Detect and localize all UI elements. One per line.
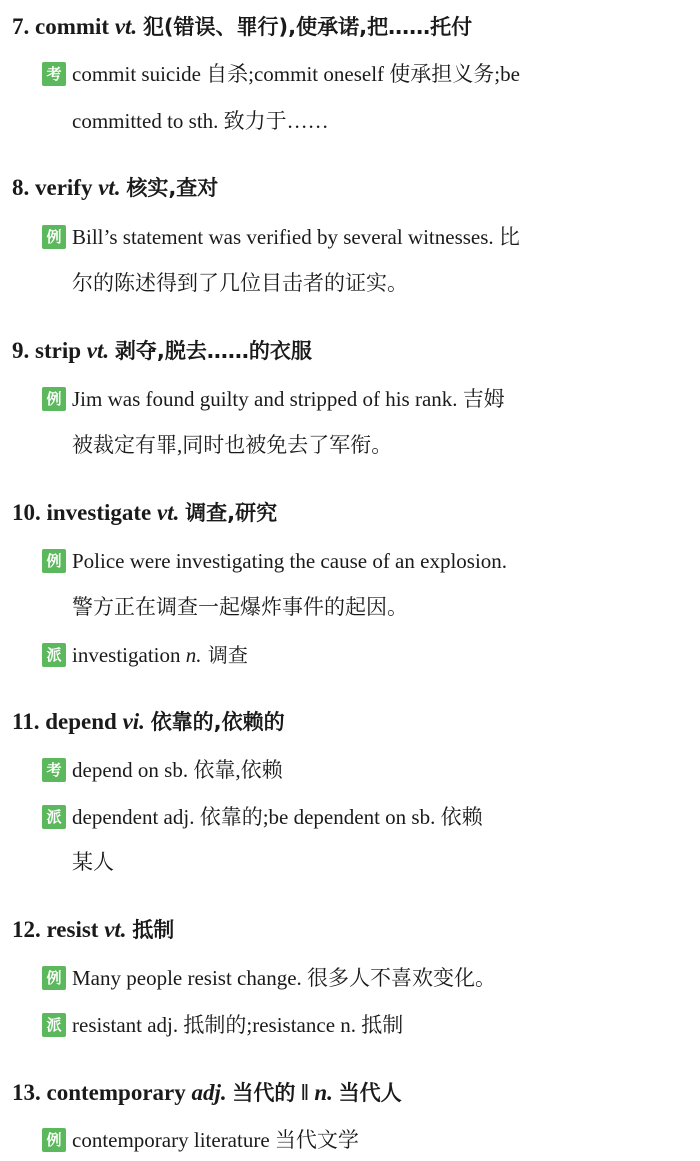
- entry-headword: [12, 12, 472, 42]
- headword: investigate: [46, 500, 152, 525]
- derivative-line: dependent adj. 依靠的;be dependent on sb. 依赖: [72, 805, 483, 829]
- example-line: Many people resist change. 很多人不喜欢变化。: [72, 966, 497, 990]
- derivative-line: resistant adj. 抵制的;resistance n. 抵制: [72, 1013, 404, 1037]
- entry-number: 12.: [12, 917, 41, 942]
- example-line: 尔的陈述得到了几位目击者的证实。: [72, 271, 408, 295]
- definition: 犯(错误、罪行),使承诺,把……托付: [142, 15, 473, 39]
- headword: resist: [46, 917, 99, 942]
- exam-badge-icon: 考: [42, 758, 66, 782]
- example-line: 警方正在调查一起爆炸事件的起因。: [72, 595, 408, 619]
- example-badge-icon: 例: [42, 549, 66, 573]
- example-line: contemporary literature 当代文学: [72, 1128, 359, 1152]
- separator: ‖: [301, 1080, 309, 1105]
- headword: depend: [45, 709, 117, 734]
- example-badge-icon: 例: [42, 387, 66, 411]
- part-of-speech: vt.: [114, 14, 138, 39]
- entry-headword: [12, 173, 218, 203]
- note-line: commit suicide 自杀;commit oneself 使承担义务;be: [72, 62, 520, 86]
- part-of-speech: adj.: [191, 1080, 227, 1105]
- part-of-speech: n.: [314, 1080, 333, 1105]
- example-line: Bill’s statement was verified by several witnesses. 比: [72, 225, 520, 249]
- headword: strip: [35, 338, 81, 363]
- exam-badge-icon: 考: [42, 62, 66, 86]
- headword: verify: [35, 175, 93, 200]
- entry-number: 10.: [12, 500, 41, 525]
- entry-number: 7.: [12, 14, 30, 39]
- note-line: committed to sth. 致力于……: [72, 109, 329, 133]
- definition: 抵制: [132, 918, 175, 942]
- example-line: 被裁定有罪,同时也被免去了军衔。: [72, 433, 393, 457]
- entry-number: 11.: [12, 709, 40, 734]
- entry-headword: [12, 336, 312, 366]
- derivative-badge-icon: 派: [42, 1013, 66, 1037]
- derivative-badge-icon: 派: [42, 805, 66, 829]
- example-badge-icon: 例: [42, 1128, 66, 1152]
- entry-number: 8.: [12, 175, 30, 200]
- part-of-speech: vt.: [98, 175, 121, 200]
- definition: 当代人: [338, 1081, 402, 1105]
- definition: 依靠的,依赖的: [150, 710, 285, 734]
- entry-headword: [12, 498, 277, 528]
- example-badge-icon: 例: [42, 225, 66, 249]
- definition: 调查,研究: [185, 501, 278, 525]
- derivative-line: investigation n. 调查: [72, 643, 248, 667]
- entry-number: 13.: [12, 1080, 41, 1105]
- part-of-speech: vt.: [86, 338, 110, 363]
- derivative-badge-icon: 派: [42, 643, 66, 667]
- example-line: Jim was found guilty and stripped of his rank. 吉姆: [72, 387, 505, 411]
- part-of-speech: vt.: [157, 500, 180, 525]
- headword: contemporary: [46, 1080, 186, 1105]
- example-line: Police were investigating the cause of an explosion.: [72, 549, 508, 573]
- entry-number: 9.: [12, 338, 30, 363]
- part-of-speech: vt.: [104, 917, 127, 942]
- definition: 核实,查对: [126, 176, 219, 200]
- definition: 当代的: [232, 1081, 296, 1105]
- definition: 剥夺,脱去……的衣服: [114, 339, 312, 363]
- entry-headword: [12, 1078, 402, 1108]
- part-of-speech: vi.: [122, 709, 145, 734]
- derivative-line: 某人: [72, 850, 114, 874]
- entry-headword: [12, 707, 285, 737]
- entry-headword: [12, 915, 174, 945]
- note-line: depend on sb. 依靠,依赖: [72, 758, 283, 782]
- example-badge-icon: 例: [42, 966, 66, 990]
- headword: commit: [35, 14, 110, 39]
